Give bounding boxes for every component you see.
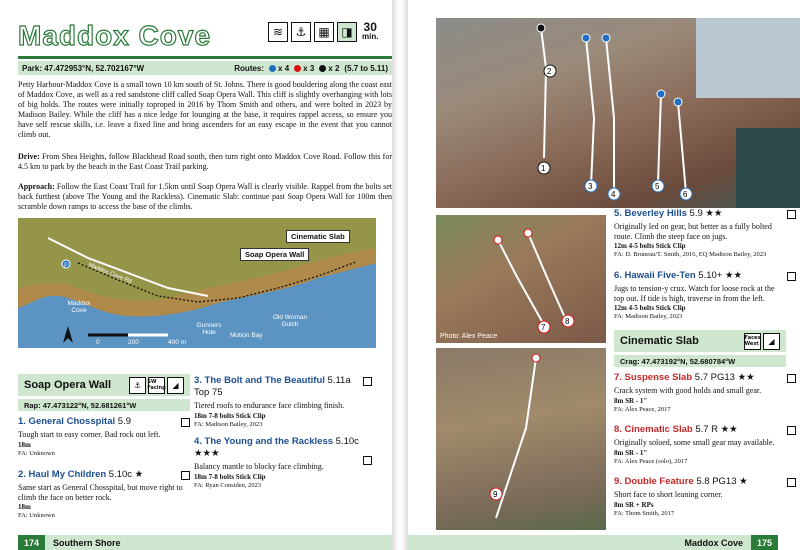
north-arrow-icon	[63, 326, 73, 343]
route-description: Same start as General Chosspital, but move right to climb the face on better rock.	[18, 483, 183, 502]
right-page	[408, 0, 800, 550]
route-grade: 5.10c ★★★	[194, 436, 359, 459]
facing-icon	[744, 333, 761, 350]
rappel-icon: ⚓	[129, 377, 146, 394]
route-line-3	[586, 38, 594, 186]
route-description: Balancy mantle to blocky face climbing.	[194, 462, 324, 471]
route-description: Jugs to tension-y crux. Watch for loose rock at the top out. If tide is high, traverse in from the left.	[614, 284, 775, 303]
route-first-ascent: FA: Alex Peace (solo), 2017	[614, 457, 688, 465]
section-icons	[129, 377, 184, 394]
topo-lines-upper	[436, 215, 606, 343]
tick-checkbox[interactable]	[787, 272, 796, 281]
anchor-blue	[602, 34, 610, 42]
route-item	[18, 469, 190, 519]
route-title	[614, 208, 786, 220]
route-title	[614, 372, 786, 384]
section-header-soap-opera-wall	[18, 374, 190, 396]
route-count-black-value: x 2	[328, 63, 340, 73]
route-meta: 8m SR - 1"	[614, 396, 648, 405]
route-description: Originally soloed, some small gear may available.	[614, 438, 775, 447]
route-name: 5. Beverley Hills	[614, 208, 687, 219]
route-name: 6. Hawaii Five-Ten	[614, 270, 696, 281]
sea	[736, 128, 800, 208]
route-title	[194, 375, 364, 399]
route-count-black	[319, 64, 339, 73]
route-description: Tiered roofs to endurance face climbing finish.	[194, 401, 345, 410]
route-first-ascent: FA: Unknown	[18, 512, 55, 519]
route-count-red	[294, 64, 314, 73]
route-first-ascent: FA: Madison Bailey, 2023	[614, 313, 683, 320]
route-item	[18, 416, 190, 457]
section-icons	[744, 333, 780, 350]
route-meta: 12m 4-5 bolts Stick Clip	[614, 304, 686, 312]
route-first-ascent: FA: Thom Smith, 2017	[614, 509, 675, 517]
route-description: Short face to short leaning corner.	[614, 490, 723, 499]
bolt-icon: ▦	[314, 22, 334, 42]
park-coordinates: Park: 47.472953°N, 52.702167°W	[22, 63, 145, 73]
route-item	[194, 436, 364, 489]
route-meta: 12m 4-5 bolts Stick Clip	[614, 242, 686, 250]
tick-checkbox[interactable]	[787, 426, 796, 435]
tick-checkbox[interactable]	[181, 471, 190, 480]
route-grade: 5.10c ★	[108, 469, 144, 480]
page-footer	[408, 535, 778, 550]
approach-time-unit: min.	[362, 32, 379, 41]
anchor-blue	[582, 34, 590, 42]
tick-checkbox[interactable]	[363, 377, 372, 386]
scale-label-200: 200	[128, 339, 139, 346]
anchor-red	[524, 229, 532, 237]
cliff-photo-cinematic-upper	[436, 215, 606, 343]
intro-paragraph: Petty Harbour-Maddox Cove is a small town 10 km south of St. Johns. There is good bouldering along the coast east of Maddox Cove, as well as a red sandstone cliff called Soap Opera Wall. This cliff is slightly overhanging with lots of big holds. The routes were initially toproped in 2016 by Thom Smith and others, and were bolted in 2023 by Madison Bailey. While the cliff has a nice ledge for lounging at the base, it requires rappel access, so ensure you have self rescue skills, i.e. leave a fixed line and bring ascenders for an easy escape in the event that you cannot climb out.	[18, 80, 392, 139]
topo-lines	[436, 18, 800, 208]
cinematic-slab-callout: Cinematic Slab	[286, 230, 350, 243]
cliff-photo-soap-opera	[436, 18, 800, 208]
route-title	[614, 476, 786, 488]
section-header-cinematic-slab	[614, 330, 786, 352]
anchor-blue	[657, 90, 665, 98]
area-map	[18, 218, 376, 348]
left-page	[0, 0, 392, 550]
route-counts	[234, 64, 388, 73]
old-woman-gulch-label: Old Woman Gulch	[272, 314, 308, 328]
facing-label: Faces West	[744, 335, 761, 347]
route-marker-label: 2	[547, 67, 552, 76]
route-grade: 5.8 PG13 ★	[696, 476, 748, 487]
route-line-1-2	[541, 28, 546, 158]
route-grade: 5.10+ ★★	[698, 270, 743, 281]
approach-text: Follow the East Coast Trail for 1.5km until Soap Opera Wall is clearly visible. Rappel from the bolts set back furthest (above The Young and the Rackless). Cinematic Slab: continue past Soap Opera Wall for 100m then scramble down ramps to access the base of the climbs.	[18, 182, 392, 211]
climber-icon: ◢	[763, 333, 780, 350]
wave-icon: ≋	[268, 22, 288, 42]
route-grade: 5.7 PG13 ★★	[694, 372, 755, 383]
route-count-blue-value: x 4	[278, 63, 290, 73]
route-name: 8. Cinematic Slab	[614, 424, 693, 435]
route-first-ascent: FA: Madison Bailey, 2023	[194, 420, 263, 428]
page-number: 175	[751, 535, 778, 550]
route-item	[614, 424, 786, 465]
route-line-6	[678, 102, 686, 193]
motion-bay-label: Motion Bay	[230, 332, 263, 339]
route-first-ascent: FA: Ryan Considen, 2023	[194, 481, 262, 489]
route-first-ascent: FA: D. Bruneau/T. Smith, 2016, EQ Madison Bailey, 2023	[614, 251, 767, 258]
routes-label: Routes:	[234, 63, 265, 73]
crag-coordinates: Crag: 47.473192°N, 52.680784°W	[614, 355, 786, 367]
cliff-photo-cinematic-lower	[436, 348, 606, 530]
page-gutter	[392, 0, 408, 550]
page-number: 174	[18, 535, 45, 550]
route-marker-label: 6	[683, 190, 688, 199]
footer-section: Southern Shore	[53, 537, 121, 548]
crag-icons	[268, 22, 378, 42]
scale-label-400: 400 m	[168, 339, 187, 346]
route-title	[18, 416, 190, 428]
route-title	[614, 270, 786, 282]
route-marker-label: 1	[541, 164, 546, 173]
route-marker-label: 4	[611, 190, 616, 199]
gunners-hole-label: Gunners Hole	[196, 322, 222, 336]
scale-label-0: 0	[96, 339, 100, 346]
topo-lines-lower	[436, 348, 606, 530]
route-grade: 5.7 R ★★	[695, 424, 738, 435]
route-description: Originally led on gear, but better as a fully bolted route. Climb the steep face on jugs.	[614, 222, 772, 241]
quickdraw-icon: ◨	[337, 22, 357, 42]
page-footer	[18, 535, 392, 550]
tick-checkbox[interactable]	[787, 478, 796, 487]
tick-checkbox[interactable]	[181, 418, 190, 427]
route-name: 9. Double Feature	[614, 476, 694, 487]
route-name: 2. Haul My Children	[18, 469, 107, 480]
route-first-ascent: FA: Alex Peace, 2017	[614, 405, 671, 413]
route-first-ascent: FA: Unknown	[18, 449, 55, 457]
title-underline	[18, 56, 392, 59]
route-title	[194, 436, 364, 460]
route-meta: 8m SR + RPs	[614, 500, 654, 509]
approach-time-value: 30	[363, 20, 377, 34]
route-item	[194, 375, 364, 428]
route-line-5	[658, 94, 661, 183]
tick-checkbox[interactable]	[787, 210, 796, 219]
drive-text: From Shea Heights, follow Blackhead Road south, then turn right onto Maddox Cove Road. Follow this for 4.5 km to park by the beach in the East Coast Trail parking.	[18, 152, 393, 171]
anchor-blue	[674, 98, 682, 106]
route-name: 3. The Bolt and The Beautiful	[194, 375, 325, 386]
soap-opera-wall-callout: Soap Opera Wall	[240, 248, 309, 261]
approach-paragraph	[18, 182, 392, 212]
route-description: Crack system with good holds and small gear.	[614, 386, 762, 395]
anchor-red	[532, 354, 540, 362]
route-count-blue	[269, 64, 289, 73]
park-bar	[18, 61, 392, 75]
route-name: 7. Suspense Slab	[614, 372, 693, 383]
route-marker-label: 3	[588, 182, 593, 191]
photo-credit: Photo: Alex Peace	[440, 333, 498, 340]
facing-icon	[148, 377, 165, 394]
section-title: Soap Opera Wall	[24, 379, 112, 391]
route-description: Tough start to easy corner. Bad rock out left.	[18, 430, 161, 439]
road-label: Maddox Cove Rd	[87, 262, 133, 286]
route-item	[614, 270, 786, 320]
route-grade: 5.9 ★★	[689, 208, 723, 219]
approach-label: Approach:	[18, 182, 55, 191]
route-meta: 18m	[18, 503, 31, 511]
parking-marker-label: P	[64, 263, 69, 269]
sky-sea	[696, 18, 800, 98]
route-title	[614, 424, 786, 436]
climber-icon: ◢	[167, 377, 184, 394]
route-line-4	[606, 38, 614, 194]
tick-checkbox[interactable]	[787, 374, 796, 383]
route-grade: 5.9	[117, 416, 132, 427]
route-item	[614, 476, 786, 517]
approach-time	[362, 22, 378, 42]
section-title: Cinematic Slab	[620, 335, 699, 347]
anchor-black	[537, 24, 545, 32]
route-meta: 18m 7-8 bolts Stick Clip	[194, 411, 266, 420]
route-marker-label: 7	[541, 323, 546, 332]
route-title	[18, 469, 190, 481]
route-meta: 8m SR - 1"	[614, 448, 648, 457]
route-marker-label: 9	[493, 490, 498, 499]
page-title: Maddox Cove	[18, 20, 212, 51]
route-count-red-value: x 3	[303, 63, 315, 73]
tick-checkbox[interactable]	[363, 456, 372, 465]
grade-range: (5.7 to 5.11)	[344, 63, 388, 73]
route-name: 1. General Chosspital	[18, 416, 116, 427]
route-name: 4. The Young and the Rackless	[194, 436, 334, 447]
rappel-icon: ⚓	[291, 22, 311, 42]
facing-label: SW Facing	[147, 379, 166, 391]
maddox-cove-label: Maddox Cove	[67, 300, 91, 314]
route-meta: 18m	[18, 440, 31, 449]
route-marker-label: 8	[565, 317, 570, 326]
route-grade: 5.11a Top 75	[194, 375, 351, 398]
rap-coordinates: Rap: 47.473122°N, 52.681261°W	[18, 399, 190, 411]
route-item	[614, 372, 786, 413]
anchor-red	[494, 236, 502, 244]
drive-paragraph	[18, 152, 392, 172]
footer-section: Maddox Cove	[684, 537, 743, 548]
route-marker-label: 5	[655, 182, 660, 191]
route-meta: 18m 7-8 bolts Stick Clip	[194, 472, 266, 481]
route-item	[614, 208, 786, 258]
drive-label: Drive:	[18, 152, 40, 161]
